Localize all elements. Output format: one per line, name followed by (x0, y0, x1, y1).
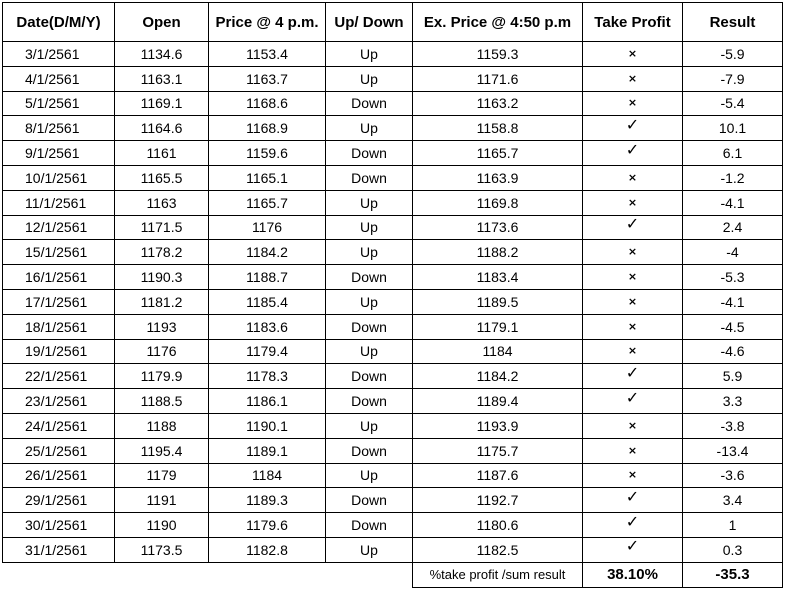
table-row (3, 438, 783, 463)
summary-label: %take profit /sum result (413, 562, 583, 587)
cell-take-profit (583, 364, 683, 389)
cell-up-down: Up (326, 215, 413, 240)
cross-icon: × (627, 46, 638, 60)
check-icon: ✓ (625, 487, 640, 506)
cell-price-4pm: 1184.2 (209, 240, 326, 265)
cross-icon: × (627, 319, 638, 333)
cell-open: 1179.9 (115, 364, 209, 389)
cell-up-down: Up (326, 42, 413, 67)
cell-price-4pm: 1165.7 (209, 190, 326, 215)
cell-open: 1190.3 (115, 265, 209, 290)
cell-result: -13.4 (683, 438, 783, 463)
cell-ex-price: 1159.3 (413, 42, 583, 67)
trade-results-table (2, 2, 783, 588)
cell-date: 25/1/2561 (3, 438, 115, 463)
table-row (3, 141, 783, 166)
cell-price-4pm: 1188.7 (209, 265, 326, 290)
table-row (3, 42, 783, 67)
table-row (3, 413, 783, 438)
cell-take-profit (583, 165, 683, 190)
cell-take-profit (583, 537, 683, 562)
cell-open: 1191 (115, 488, 209, 513)
table-body (3, 42, 783, 563)
cell-take-profit (583, 116, 683, 141)
cell-result: 10.1 (683, 116, 783, 141)
cell-ex-price: 1182.5 (413, 537, 583, 562)
cell-price-4pm: 1163.7 (209, 66, 326, 91)
cell-ex-price: 1189.4 (413, 389, 583, 414)
table-row (3, 389, 783, 414)
cell-open: 1188 (115, 413, 209, 438)
cell-take-profit (583, 42, 683, 67)
cell-open: 1176 (115, 339, 209, 364)
cell-date: 5/1/2561 (3, 91, 115, 116)
cell-result: -5.9 (683, 42, 783, 67)
cell-date: 30/1/2561 (3, 513, 115, 538)
table-footer (3, 562, 783, 587)
cell-ex-price: 1184.2 (413, 364, 583, 389)
cell-up-down: Down (326, 438, 413, 463)
cell-open: 1164.6 (115, 116, 209, 141)
cell-result: -5.3 (683, 265, 783, 290)
cell-date: 16/1/2561 (3, 265, 115, 290)
cell-result: -1.2 (683, 165, 783, 190)
cell-up-down: Down (326, 165, 413, 190)
check-icon: ✓ (625, 363, 640, 382)
table-row (3, 364, 783, 389)
cell-ex-price: 1184 (413, 339, 583, 364)
cell-result: -3.8 (683, 413, 783, 438)
cell-ex-price: 1187.6 (413, 463, 583, 488)
cell-take-profit (583, 91, 683, 116)
cell-take-profit (583, 438, 683, 463)
cell-price-4pm: 1176 (209, 215, 326, 240)
summary-row (3, 562, 783, 587)
cell-price-4pm: 1178.3 (209, 364, 326, 389)
cell-up-down: Up (326, 66, 413, 91)
cell-up-down: Down (326, 488, 413, 513)
cell-ex-price: 1189.5 (413, 289, 583, 314)
header-price-4pm: Price @ 4 p.m. (209, 3, 326, 42)
cell-up-down: Down (326, 141, 413, 166)
cell-ex-price: 1158.8 (413, 116, 583, 141)
cell-take-profit (583, 339, 683, 364)
cell-open: 1193 (115, 314, 209, 339)
cell-result: -5.4 (683, 91, 783, 116)
check-icon: ✓ (625, 388, 640, 407)
table-row (3, 314, 783, 339)
cell-ex-price: 1163.9 (413, 165, 583, 190)
cell-date: 29/1/2561 (3, 488, 115, 513)
table-row (3, 215, 783, 240)
cell-take-profit (583, 513, 683, 538)
cell-open: 1169.1 (115, 91, 209, 116)
cell-date: 23/1/2561 (3, 389, 115, 414)
cell-take-profit (583, 190, 683, 215)
check-icon: ✓ (625, 115, 640, 134)
table-row (3, 116, 783, 141)
cell-date: 4/1/2561 (3, 66, 115, 91)
cell-date: 22/1/2561 (3, 364, 115, 389)
cell-ex-price: 1175.7 (413, 438, 583, 463)
cell-ex-price: 1188.2 (413, 240, 583, 265)
cross-icon: × (627, 294, 638, 308)
cell-date: 18/1/2561 (3, 314, 115, 339)
cell-result: 3.4 (683, 488, 783, 513)
cell-date: 19/1/2561 (3, 339, 115, 364)
cell-open: 1163.1 (115, 66, 209, 91)
cell-ex-price: 1173.6 (413, 215, 583, 240)
cross-icon: × (627, 468, 638, 482)
sum-result: -35.3 (683, 562, 783, 587)
cell-result: -4.6 (683, 339, 783, 364)
cell-date: 12/1/2561 (3, 215, 115, 240)
cell-price-4pm: 1186.1 (209, 389, 326, 414)
cross-icon: × (627, 443, 638, 457)
header-up-down: Up/ Down (326, 3, 413, 42)
table-row (3, 339, 783, 364)
cell-up-down: Up (326, 537, 413, 562)
cell-date: 3/1/2561 (3, 42, 115, 67)
header-date: Date(D/M/Y) (3, 3, 115, 42)
cell-open: 1161 (115, 141, 209, 166)
cell-date: 31/1/2561 (3, 537, 115, 562)
header-row (3, 3, 783, 42)
check-icon: ✓ (625, 215, 640, 233)
cell-open: 1163 (115, 190, 209, 215)
cell-up-down: Up (326, 289, 413, 314)
cell-date: 24/1/2561 (3, 413, 115, 438)
table-row (3, 488, 783, 513)
check-icon: ✓ (625, 140, 640, 159)
cell-up-down: Up (326, 190, 413, 215)
cell-up-down: Up (326, 339, 413, 364)
cell-up-down: Down (326, 91, 413, 116)
cell-take-profit (583, 240, 683, 265)
cell-price-4pm: 1184 (209, 463, 326, 488)
cell-result: 2.4 (683, 215, 783, 240)
cross-icon: × (627, 245, 638, 259)
header-open: Open (115, 3, 209, 42)
table-row (3, 537, 783, 562)
cell-ex-price: 1183.4 (413, 265, 583, 290)
cell-up-down: Down (326, 389, 413, 414)
cell-price-4pm: 1189.1 (209, 438, 326, 463)
table-row (3, 66, 783, 91)
cell-open: 1195.4 (115, 438, 209, 463)
cell-date: 10/1/2561 (3, 165, 115, 190)
cell-ex-price: 1165.7 (413, 141, 583, 166)
cell-price-4pm: 1179.6 (209, 513, 326, 538)
cell-ex-price: 1180.6 (413, 513, 583, 538)
cell-up-down: Down (326, 265, 413, 290)
cell-open: 1188.5 (115, 389, 209, 414)
cell-open: 1173.5 (115, 537, 209, 562)
cell-up-down: Up (326, 240, 413, 265)
cell-take-profit (583, 314, 683, 339)
cell-open: 1178.2 (115, 240, 209, 265)
cell-open: 1179 (115, 463, 209, 488)
cross-icon: × (627, 195, 638, 209)
cell-ex-price: 1169.8 (413, 190, 583, 215)
cell-price-4pm: 1183.6 (209, 314, 326, 339)
cell-date: 26/1/2561 (3, 463, 115, 488)
cell-date: 9/1/2561 (3, 141, 115, 166)
cell-price-4pm: 1185.4 (209, 289, 326, 314)
cell-take-profit (583, 265, 683, 290)
take-profit-percent: 38.10% (583, 562, 683, 587)
cell-up-down: Up (326, 463, 413, 488)
table-header (3, 3, 783, 42)
cell-price-4pm: 1179.4 (209, 339, 326, 364)
cell-result: 3.3 (683, 389, 783, 414)
cell-up-down: Up (326, 116, 413, 141)
cell-date: 17/1/2561 (3, 289, 115, 314)
cross-icon: × (627, 270, 638, 284)
cell-result: -4 (683, 240, 783, 265)
cross-icon: × (627, 71, 638, 85)
table-row (3, 265, 783, 290)
cross-icon: × (627, 96, 638, 110)
cell-take-profit (583, 215, 683, 240)
cell-up-down: Up (326, 413, 413, 438)
cell-price-4pm: 1190.1 (209, 413, 326, 438)
cell-take-profit (583, 389, 683, 414)
cell-open: 1171.5 (115, 215, 209, 240)
cell-result: -4.1 (683, 190, 783, 215)
table-row (3, 289, 783, 314)
cell-price-4pm: 1153.4 (209, 42, 326, 67)
cell-take-profit (583, 463, 683, 488)
cell-result: -4.5 (683, 314, 783, 339)
cross-icon: × (627, 170, 638, 184)
table-row (3, 240, 783, 265)
cell-price-4pm: 1168.6 (209, 91, 326, 116)
header-take-profit: Take Profit (583, 3, 683, 42)
cell-ex-price: 1193.9 (413, 413, 583, 438)
check-icon: ✓ (625, 537, 640, 556)
cell-result: 0.3 (683, 537, 783, 562)
cell-up-down: Down (326, 513, 413, 538)
cell-result: -3.6 (683, 463, 783, 488)
cell-take-profit (583, 488, 683, 513)
cell-open: 1190 (115, 513, 209, 538)
summary-spacer (3, 562, 413, 587)
cell-price-4pm: 1168.9 (209, 116, 326, 141)
table-row (3, 513, 783, 538)
cell-ex-price: 1192.7 (413, 488, 583, 513)
header-ex-price: Ex. Price @ 4:50 p.m (413, 3, 583, 42)
cell-price-4pm: 1182.8 (209, 537, 326, 562)
cell-ex-price: 1163.2 (413, 91, 583, 116)
cell-price-4pm: 1189.3 (209, 488, 326, 513)
cell-result: 6.1 (683, 141, 783, 166)
table-row (3, 91, 783, 116)
cell-ex-price: 1179.1 (413, 314, 583, 339)
cell-price-4pm: 1165.1 (209, 165, 326, 190)
table-row (3, 463, 783, 488)
cell-date: 8/1/2561 (3, 116, 115, 141)
cell-take-profit (583, 289, 683, 314)
cross-icon: × (627, 418, 638, 432)
cell-result: 5.9 (683, 364, 783, 389)
table-row (3, 165, 783, 190)
header-result: Result (683, 3, 783, 42)
cell-date: 11/1/2561 (3, 190, 115, 215)
cell-open: 1165.5 (115, 165, 209, 190)
cell-result: 1 (683, 513, 783, 538)
cell-open: 1181.2 (115, 289, 209, 314)
cell-result: -4.1 (683, 289, 783, 314)
cell-result: -7.9 (683, 66, 783, 91)
cell-take-profit (583, 413, 683, 438)
check-icon: ✓ (625, 512, 640, 531)
cell-up-down: Down (326, 314, 413, 339)
cell-up-down: Down (326, 364, 413, 389)
cell-date: 15/1/2561 (3, 240, 115, 265)
cell-open: 1134.6 (115, 42, 209, 67)
cell-take-profit (583, 66, 683, 91)
cell-take-profit (583, 141, 683, 166)
cell-price-4pm: 1159.6 (209, 141, 326, 166)
cross-icon: × (627, 344, 638, 358)
cell-ex-price: 1171.6 (413, 66, 583, 91)
table-row (3, 190, 783, 215)
